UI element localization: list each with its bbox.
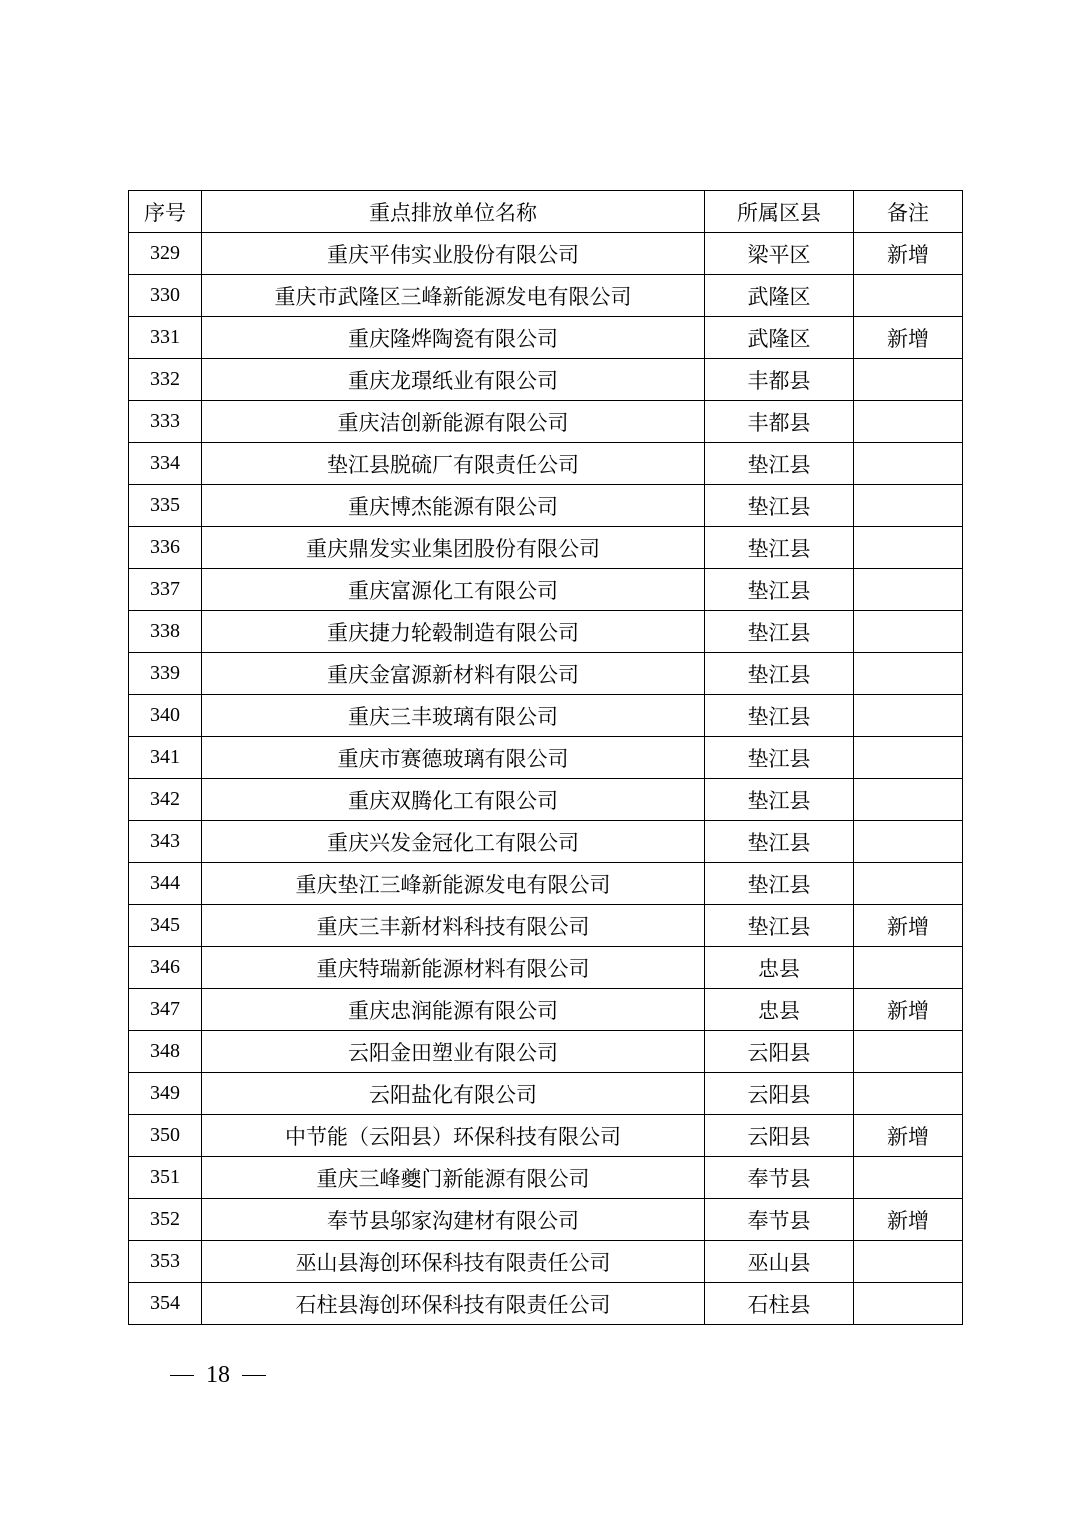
cell-note: 新增: [854, 905, 963, 947]
table-row: [129, 275, 963, 317]
cell-note: [854, 275, 963, 317]
emission-units-table: [128, 190, 963, 1325]
cell-serial-number: 337: [129, 569, 202, 611]
cell-district: 垫江县: [705, 443, 854, 485]
cell-district: 梁平区: [705, 233, 854, 275]
cell-note: 新增: [854, 989, 963, 1031]
cell-note: [854, 821, 963, 863]
cell-note: [854, 863, 963, 905]
cell-note: [854, 359, 963, 401]
cell-district: 武隆区: [705, 275, 854, 317]
table-header-row: [129, 191, 963, 233]
cell-unit-name: 巫山县海创环保科技有限责任公司: [202, 1241, 705, 1283]
cell-district: 石柱县: [705, 1283, 854, 1325]
left-dash: [170, 1375, 194, 1376]
cell-unit-name: 重庆三丰玻璃有限公司: [202, 695, 705, 737]
cell-serial-number: 336: [129, 527, 202, 569]
cell-note: 新增: [854, 233, 963, 275]
cell-district: 垫江县: [705, 905, 854, 947]
cell-unit-name: 重庆特瑞新能源材料有限公司: [202, 947, 705, 989]
cell-serial-number: 354: [129, 1283, 202, 1325]
cell-district: 垫江县: [705, 863, 854, 905]
cell-district: 云阳县: [705, 1073, 854, 1115]
table-row: [129, 611, 963, 653]
cell-serial-number: 341: [129, 737, 202, 779]
cell-serial-number: 334: [129, 443, 202, 485]
page-number: 18: [206, 1362, 230, 1388]
cell-note: [854, 611, 963, 653]
cell-serial-number: 345: [129, 905, 202, 947]
cell-district: 垫江县: [705, 695, 854, 737]
cell-district: 垫江县: [705, 737, 854, 779]
cell-unit-name: 重庆捷力轮毂制造有限公司: [202, 611, 705, 653]
table-row: [129, 863, 963, 905]
cell-district: 丰都县: [705, 401, 854, 443]
cell-unit-name: 重庆龙璟纸业有限公司: [202, 359, 705, 401]
cell-unit-name: 重庆博杰能源有限公司: [202, 485, 705, 527]
cell-district: 垫江县: [705, 485, 854, 527]
cell-unit-name: 重庆双腾化工有限公司: [202, 779, 705, 821]
cell-note: [854, 485, 963, 527]
cell-serial-number: 346: [129, 947, 202, 989]
cell-district: 武隆区: [705, 317, 854, 359]
cell-unit-name: 重庆市武隆区三峰新能源发电有限公司: [202, 275, 705, 317]
page-footer: [170, 1362, 266, 1389]
cell-unit-name: 重庆三峰夔门新能源有限公司: [202, 1157, 705, 1199]
cell-unit-name: 重庆兴发金冠化工有限公司: [202, 821, 705, 863]
table-row: [129, 737, 963, 779]
cell-serial-number: 353: [129, 1241, 202, 1283]
cell-unit-name: 重庆洁创新能源有限公司: [202, 401, 705, 443]
table-row: [129, 905, 963, 947]
cell-serial-number: 348: [129, 1031, 202, 1073]
cell-note: [854, 947, 963, 989]
cell-serial-number: 349: [129, 1073, 202, 1115]
table-row: [129, 359, 963, 401]
cell-serial-number: 338: [129, 611, 202, 653]
table-row: [129, 401, 963, 443]
cell-serial-number: 352: [129, 1199, 202, 1241]
cell-note: [854, 1241, 963, 1283]
cell-note: [854, 737, 963, 779]
cell-unit-name: 石柱县海创环保科技有限责任公司: [202, 1283, 705, 1325]
cell-serial-number: 329: [129, 233, 202, 275]
table-row: [129, 1157, 963, 1199]
cell-note: [854, 695, 963, 737]
cell-district: 忠县: [705, 947, 854, 989]
cell-note: [854, 527, 963, 569]
cell-unit-name: 重庆平伟实业股份有限公司: [202, 233, 705, 275]
cell-serial-number: 331: [129, 317, 202, 359]
cell-note: 新增: [854, 1199, 963, 1241]
cell-district: 垫江县: [705, 569, 854, 611]
right-dash: [242, 1375, 266, 1376]
cell-district: 垫江县: [705, 611, 854, 653]
cell-unit-name: 重庆三丰新材料科技有限公司: [202, 905, 705, 947]
table-body: [129, 233, 963, 1325]
cell-district: 垫江县: [705, 653, 854, 695]
header-unit-name: 重点排放单位名称: [202, 191, 705, 233]
table-row: [129, 1115, 963, 1157]
cell-district: 奉节县: [705, 1199, 854, 1241]
cell-serial-number: 351: [129, 1157, 202, 1199]
cell-unit-name: 重庆金富源新材料有限公司: [202, 653, 705, 695]
cell-district: 奉节县: [705, 1157, 854, 1199]
table-row: [129, 569, 963, 611]
cell-serial-number: 333: [129, 401, 202, 443]
cell-note: [854, 1157, 963, 1199]
table-row: [129, 947, 963, 989]
cell-note: [854, 653, 963, 695]
table-row: [129, 821, 963, 863]
table-row: [129, 527, 963, 569]
cell-note: [854, 401, 963, 443]
cell-serial-number: 340: [129, 695, 202, 737]
cell-serial-number: 343: [129, 821, 202, 863]
cell-note: [854, 779, 963, 821]
cell-unit-name: 重庆鼎发实业集团股份有限公司: [202, 527, 705, 569]
cell-note: [854, 1031, 963, 1073]
cell-district: 云阳县: [705, 1031, 854, 1073]
cell-unit-name: 重庆富源化工有限公司: [202, 569, 705, 611]
cell-note: [854, 1073, 963, 1115]
header-serial-number: 序号: [129, 191, 202, 233]
cell-district: 丰都县: [705, 359, 854, 401]
table-row: [129, 653, 963, 695]
cell-note: [854, 569, 963, 611]
header-district: 所属区县: [705, 191, 854, 233]
table-row: [129, 233, 963, 275]
cell-serial-number: 350: [129, 1115, 202, 1157]
cell-unit-name: 垫江县脱硫厂有限责任公司: [202, 443, 705, 485]
table-row: [129, 1241, 963, 1283]
cell-district: 垫江县: [705, 527, 854, 569]
table-row: [129, 485, 963, 527]
cell-district: 垫江县: [705, 779, 854, 821]
cell-unit-name: 重庆隆烨陶瓷有限公司: [202, 317, 705, 359]
cell-serial-number: 335: [129, 485, 202, 527]
cell-note: 新增: [854, 1115, 963, 1157]
cell-serial-number: 342: [129, 779, 202, 821]
cell-unit-name: 重庆市赛德玻璃有限公司: [202, 737, 705, 779]
cell-unit-name: 重庆垫江三峰新能源发电有限公司: [202, 863, 705, 905]
cell-serial-number: 344: [129, 863, 202, 905]
table-row: [129, 695, 963, 737]
table-row: [129, 779, 963, 821]
table-row: [129, 1199, 963, 1241]
cell-unit-name: 中节能（云阳县）环保科技有限公司: [202, 1115, 705, 1157]
cell-unit-name: 云阳金田塑业有限公司: [202, 1031, 705, 1073]
cell-unit-name: 重庆忠润能源有限公司: [202, 989, 705, 1031]
table-row: [129, 1073, 963, 1115]
table-row: [129, 1031, 963, 1073]
cell-district: 巫山县: [705, 1241, 854, 1283]
cell-note: 新增: [854, 317, 963, 359]
cell-serial-number: 339: [129, 653, 202, 695]
cell-unit-name: 奉节县邬家沟建材有限公司: [202, 1199, 705, 1241]
header-note: 备注: [854, 191, 963, 233]
cell-note: [854, 443, 963, 485]
cell-serial-number: 347: [129, 989, 202, 1031]
cell-unit-name: 云阳盐化有限公司: [202, 1073, 705, 1115]
cell-district: 垫江县: [705, 821, 854, 863]
table-row: [129, 443, 963, 485]
cell-district: 云阳县: [705, 1115, 854, 1157]
table-row: [129, 317, 963, 359]
cell-district: 忠县: [705, 989, 854, 1031]
table-row: [129, 989, 963, 1031]
cell-serial-number: 332: [129, 359, 202, 401]
table-row: [129, 1283, 963, 1325]
cell-note: [854, 1283, 963, 1325]
cell-serial-number: 330: [129, 275, 202, 317]
